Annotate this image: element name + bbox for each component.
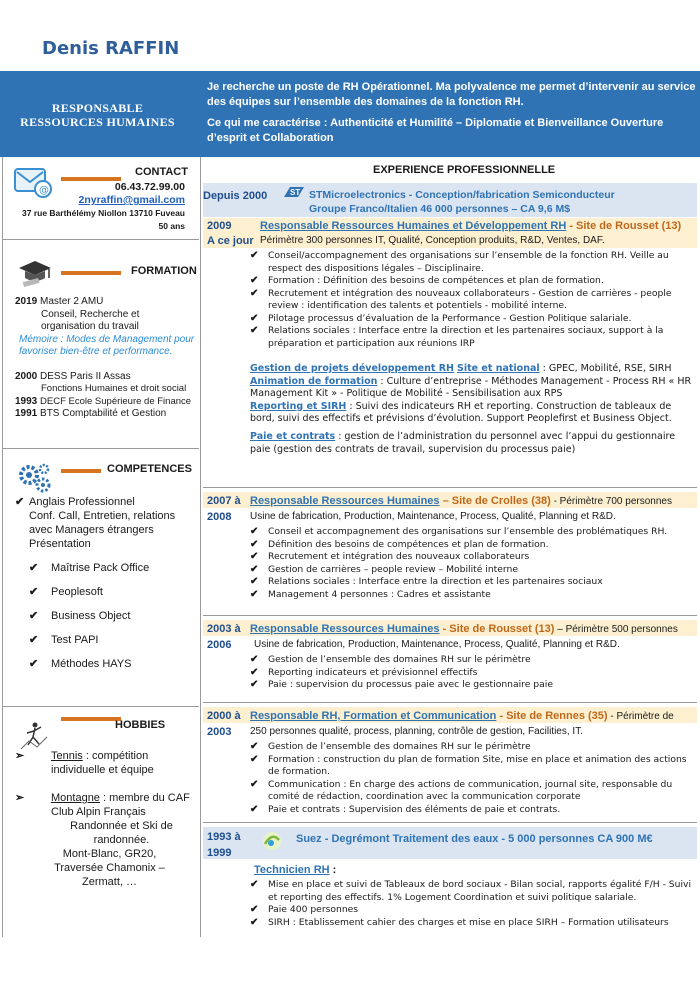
hobbies-title: HOBBIES [115,719,166,731]
competence-item: Présentation [29,538,91,550]
formation-list [15,296,201,421]
separator [203,487,697,488]
check-icon: ✔ [29,562,39,574]
contact-info [22,181,185,233]
check-icon: ✔ [250,679,259,690]
formation-item: Conseil, Recherche et [41,308,140,320]
bullet-item: ✔ Relations sociales : Interface entre la direction et les partenaires sociaux, support à la préparation et participation aux réunions IRP [250,325,664,349]
rousset-date-end: A ce jour [207,235,254,247]
bullet-item: ✔ Paie 400 personnes [250,904,359,915]
competences-section [3,449,199,707]
svg-text:@: @ [39,185,49,196]
check-icon: ✔ [29,658,39,670]
intro-paragraph-2: Ce qui me caractérise : Authenticité et Humilité – Diplomatie et Bienveillance Ouverture d’esprit et Collaboration [207,117,664,144]
check-icon: ✔ [29,610,39,622]
bullet-item: ✔ Gestion de l’ensemble des domaines RH sur le périmètre [250,741,531,752]
check-icon: ✔ [29,634,39,646]
suez-bullets [250,879,695,929]
email-link[interactable]: 2nyraffin@gmail.com [78,194,185,206]
crolles-role: Responsable Ressources Humaines – Site de Crolles (38) - Périmètre 700 personnes [250,495,672,507]
formation-item: 1993 DECF Ecole Supérieure de Finance [15,395,192,407]
hobbies-list [15,749,198,889]
suez-role: Technicien RH : [254,864,337,876]
gestion-projets: Gestion de projets développement RH Site et national : GPEC, Mobilité, RSE, SIRH [250,363,672,374]
column-divider [200,157,201,937]
experience-title: EXPERIENCE PROFESSIONNELLE [373,164,556,176]
left-column [0,157,200,937]
rousset-desc: Périmètre 300 personnes IT, Qualité, Conception produits, R&D, Ventes, DAF. [260,235,605,246]
check-icon: ✔ [250,753,259,765]
intro-paragraph-1: Je recherche un poste de RH Opérationnel. Ma polyvalence me permet d’intervenir au service des équipes sur l’ensemble des domaines de la fonction RH. [207,81,696,108]
suez-date-start: 1993 à [207,831,241,843]
rousset2-date-start: 2003 à [207,623,241,635]
suez-logo-icon [259,830,285,852]
competence-item: ✔ Maîtrise Pack Office [29,562,150,574]
crolles-bullets [250,526,695,601]
check-icon: ✔ [250,551,259,562]
st-company: STMicroelectronics - Conception/fabrication Semiconducteur [309,189,615,201]
rennes-role: Responsable RH, Formation et Communication - Site de Rennes (35) - Périmètre de [250,710,674,722]
competences-list [15,495,199,681]
rousset2-role: Responsable Ressources Humaines - Site de Rousset (13) – Périmètre 500 personnes [250,623,678,635]
rousset-date-start: 2009 [207,220,232,232]
animation-formation: Animation de formation : Culture d’entreprise - Méthodes Management - Process RH « HR Management Kit » - Politique de Mobilité - Sensibilisation aux RPS [250,375,692,399]
rousset2-desc: Usine de fabrication, Production, Maintenance, Process, Qualité, Planning et R&D. [254,639,620,650]
bullet-item: ✔ Paie et contrats : Supervision des éléments de paie et contrats. [250,803,561,815]
competences-accent-bar [61,469,101,473]
check-icon: ✔ [250,741,259,752]
formation-item: 1991 BTS Comptabilité et Gestion [15,408,167,419]
check-icon: ✔ [250,538,259,550]
rousset-extra [250,363,695,426]
formation-memoire: Mémoire : Modes de Management pour favoriser bien-être et performance. [19,333,195,357]
contact-title: CONTACT [135,166,188,178]
suez-date-end: 1999 [207,847,232,859]
bullet-item: ✔ Recrutement et intégration des nouveaux collaborateurs - Gestion de carrières - people review : identification des talents et potentiels - mobilité interne. [250,287,672,311]
check-icon: ✔ [15,496,25,508]
separator [203,822,697,823]
check-icon: ✔ [29,586,39,598]
phone-number[interactable]: 06.43.72.99.00 [114,181,185,193]
competence-item: ✔ Test PAPI [29,634,99,646]
competence-item: ✔ Peoplesoft [29,586,103,598]
bullet-item: ✔ Pilotage processus d’évaluation de la Performance - Gestion Politique salariale. [250,312,632,324]
gears-icon [17,461,53,495]
check-icon: ✔ [250,654,259,665]
bullet-item: ✔ Management 4 personnes : Cadres et assistante [250,588,491,600]
competence-item: Conf. Call, Entretien, relations avec Managers étrangers [29,510,176,536]
formation-accent-bar [61,271,121,275]
contact-section [3,157,199,240]
bullet-item: ✔ Relations sociales : Interface entre la direction et les partenaires sociaux [250,576,603,587]
formation-title: FORMATION [131,265,197,277]
intro-text [207,80,697,152]
formation-item: organisation du travail [41,321,139,332]
bullet-item: ✔ Reporting indicateurs et prévisionnel effectifs [250,666,478,678]
bullet-item: ✔ Gestion de carrières – people review – Mobilité interne [250,563,519,575]
rousset-bullets [250,250,695,350]
address: 37 rue Barthélémy Niollon 13710 Fuveau [22,208,185,218]
hobby-montagne: ➢ Montagne : membre du CAF Club Alpin Français [15,792,190,818]
rousset2-bullets [250,654,695,692]
graduation-cap-icon [15,258,55,288]
reporting-sirh: Reporting et SIRH : Suivi des indicateurs RH et reporting. Construction de tableaux de bord, suivi des effectifs et prévisions d’évolution. Support Peoplefirst et Business Object. [250,400,672,424]
bullet-item: ✔ Paie : supervision du processus paie avec le gestionnaire paie [250,679,553,690]
bullet-item: ✔ Gestion de l’ensemble des domaines RH sur le périmètre [250,654,531,665]
hobby-courses: Mont-Blanc, GR20, Traversée Chamonix – Zermatt, … [54,848,165,888]
check-icon: ✔ [250,275,259,286]
check-icon: ✔ [250,563,259,575]
formation-item: Fonctions Humaines et droit social [41,383,187,394]
bullet-item: ✔ Mise en place et suivi de Tableaux de bord sociaux - Bilan social, rapports égalité F/H - Suivi et reporting des effectifs. 1% Logement Coordination et suivi politique salariale. [250,879,692,903]
hobby-tennis: ➢ Tennis : compétition individuelle et équipe [15,750,154,776]
suez-company: Suez - Degrémont Traitement des eaux - 5 000 personnes CA 900 M€ [296,833,653,845]
check-icon: ✔ [250,803,259,815]
crolles-desc: Usine de fabrication, Production, Maintenance, Process, Qualité, Planning et R&D. [250,511,616,522]
bullet-item: ✔ Conseil/accompagnement des organisations sur l’ensemble de la fonction RH. Veille au respect des dispositions légales – Disciplinaire. [250,250,669,274]
competence-item: ✔ Anglais Professionnel [15,496,135,508]
check-icon: ✔ [250,778,259,790]
header-banner [0,71,700,157]
crolles-date-end: 2008 [207,511,232,523]
bullet-item: ✔ Communication : En charge des actions de communication, journal site, responsable du comité de rédaction, coordination avec la communication corporate [250,778,673,802]
rennes-desc: 250 personnes qualité, process, planning, contrôle de gestion, Facilities, IT. [250,726,583,737]
check-icon: ✔ [250,526,259,537]
check-icon: ✔ [250,904,259,915]
check-icon: ✔ [250,576,259,587]
paie-contrats: Paie et contrats : gestion de l’administration du personnel avec l’appui du gestionnaire paie (gestion des contrats de travail, supervision du processus paie) [250,431,676,455]
candidate-name: Denis RAFFIN [42,38,180,59]
check-icon: ✔ [250,325,259,336]
hobbies-section [3,707,199,937]
rousset2-date-end: 2006 [207,639,232,651]
svg-text:ST: ST [290,188,301,197]
st-date: Depuis 2000 [203,190,268,202]
competences-title: COMPETENCES [107,463,192,475]
bullet-item: ✔ Formation : construction du plan de formation Site, mise en place et animation des actions de formation. [250,753,687,777]
check-icon: ✔ [250,916,259,928]
bullet-item: ✔ SIRH : Etablissement cahier des charges et mise en place SIRH – Formation utilisateurs [250,916,669,928]
separator [203,615,697,616]
competence-item: ✔ Business Object [29,610,131,622]
bullet-item: ✔ Définition des besoins de compétences et plan de formation. [250,538,549,550]
check-icon: ✔ [250,879,259,890]
formation-item: 2000 DESS Paris II Assas [15,370,131,382]
check-icon: ✔ [250,312,259,324]
rennes-date-end: 2003 [207,726,232,738]
crolles-date-start: 2007 à [207,495,241,507]
rennes-bullets [250,741,695,816]
st-logo-icon [282,185,306,199]
hobbies-accent-bar [61,717,121,721]
rousset-role: Responsable Ressources Humaines et Développement RH - Site de Rousset (13) [260,220,682,232]
separator [203,702,697,703]
st-group: Groupe Franco/Italien 46 000 personnes – CA 9,6 M$ [309,203,571,215]
check-icon: ✔ [250,287,259,299]
hobby-randonnee: Randonnée et Ski de randonnée. [70,820,173,846]
formation-item: 2019 Master 2 AMU [15,296,104,307]
job-title: RESPONSABLE RESSOURCES HUMAINES [20,101,175,129]
competence-item: ✔ Méthodes HAYS [29,658,132,670]
age: 50 ans [158,221,185,231]
rennes-date-start: 2000 à [207,710,241,722]
bullet-item: ✔ Formation : Définition des besoins de compétences et plan de formation. [250,275,604,286]
check-icon: ✔ [250,588,259,600]
check-icon: ✔ [250,666,259,678]
bullet-item: ✔ Conseil et accompagnement des organisations sur l’ensemble des problématiques RH. [250,526,668,537]
bullet-item: ✔ Recrutement et intégration des nouveaux collaborateurs [250,551,530,562]
check-icon: ✔ [250,250,259,261]
formation-section [3,240,199,449]
